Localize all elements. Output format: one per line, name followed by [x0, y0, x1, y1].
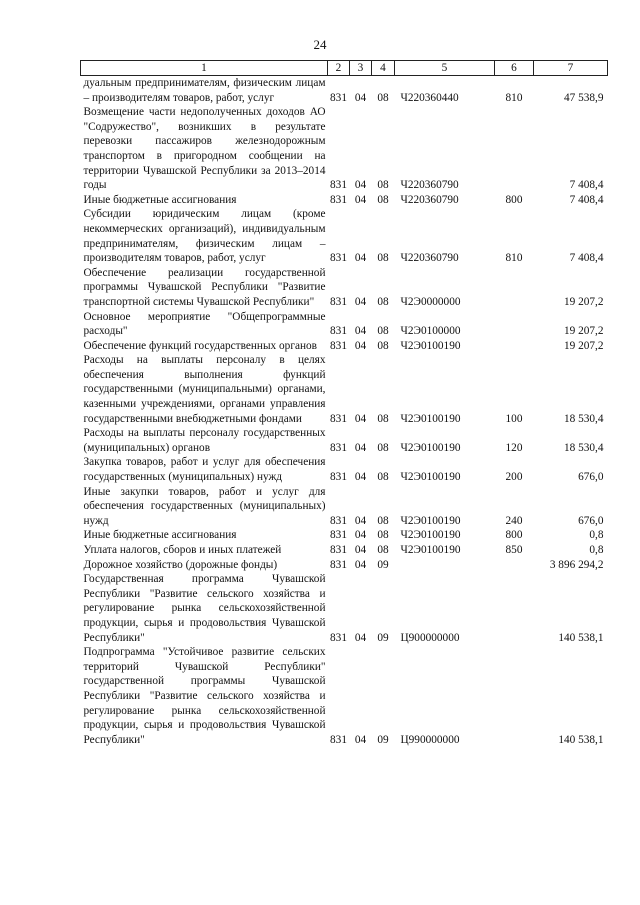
header-row	[81, 61, 608, 76]
table-row	[81, 105, 608, 193]
cell-amount: 140 538,1	[558, 631, 604, 644]
cell-subsection: 08	[377, 91, 389, 104]
cell-target: Ч2Э0100000	[400, 325, 461, 338]
cell-subsection: 09	[377, 558, 389, 571]
cell-ministry: 831	[330, 412, 347, 425]
page-number: 24	[313, 37, 327, 52]
table-row	[81, 528, 608, 543]
cell-target: Ч220360790	[400, 193, 459, 206]
cell-expense-type	[495, 645, 534, 747]
cell-section: 04	[354, 471, 367, 484]
table-row	[81, 310, 608, 339]
cell-name: Дорожное хозяйство (дорожные фонды)	[83, 558, 278, 571]
cell-amount: 0,8	[589, 529, 604, 542]
cell-expense-type	[495, 310, 534, 339]
cell-target: Ч2Э0100190	[400, 339, 461, 352]
cell-target: Ц990000000	[400, 733, 460, 746]
cell-section: 04	[354, 179, 367, 192]
cell-section: 04	[354, 514, 367, 527]
cell-name: Расходы на выплаты персоналу в целях обеспечения выполнения функций государственными (муниципальными) органами, казенными учреждениями, органами управления государственными внебюджетными фондами	[83, 354, 326, 425]
cell-subsection: 09	[377, 733, 389, 746]
cell-subsection: 08	[377, 471, 389, 484]
cell-target	[395, 558, 495, 573]
cell-amount: 0,8	[589, 544, 604, 556]
cell-amount: 19 207,2	[563, 325, 604, 338]
cell-name: Иные бюджетные ассигнования	[83, 529, 237, 542]
cell-ministry: 831	[330, 631, 347, 644]
cell-amount: 7 408,4	[569, 179, 604, 192]
cell-expense-type	[495, 572, 534, 645]
cell-name: Возмещение части недополученных доходов АО "Содружество", возникших в результате перевозки пассажиров железнодорожным транспортом в пригородном сообщении на территории Чувашской Республики за 2013–2014 годы	[83, 106, 326, 192]
cell-name: Уплата налогов, сборов и иных платежей	[83, 544, 282, 556]
cell-amount: 676,0	[578, 471, 604, 484]
table-header	[81, 61, 608, 76]
cell-section: 04	[354, 558, 367, 571]
cell-section: 04	[354, 412, 367, 425]
cell-amount: 3 896 294,2	[549, 558, 604, 571]
cell-amount: 7 408,4	[569, 193, 604, 206]
cell-name: Закупка товаров, работ и услуг для обеспечения государственных (муниципальных) нужд	[83, 456, 326, 484]
cell-expense-type: 810	[505, 252, 523, 265]
col-header-section: 3	[350, 61, 372, 76]
cell-target: Ч220360440	[400, 91, 459, 104]
cell-ministry: 831	[330, 514, 347, 527]
cell-amount: 7 408,4	[569, 252, 604, 265]
col-header-ministry: 2	[328, 61, 350, 76]
cell-target: Ч2Э0100190	[400, 412, 461, 425]
cell-ministry: 831	[330, 558, 347, 571]
cell-amount: 19 207,2	[563, 295, 604, 308]
cell-ministry: 831	[330, 471, 347, 484]
cell-name: дуальным предпринимателям, физическим лицам – производителям товаров, работ, услуг	[83, 77, 326, 104]
cell-subsection: 09	[377, 631, 389, 644]
cell-ministry: 831	[330, 252, 347, 265]
table-row	[81, 207, 608, 265]
col-header-name: 1	[81, 61, 328, 76]
cell-subsection: 08	[377, 544, 389, 556]
table-row	[81, 455, 608, 484]
cell-name: Основное мероприятие "Общепрограммные расходы"	[83, 310, 326, 338]
cell-expense-type	[495, 266, 534, 310]
cell-name: Расходы на выплаты персоналу государственных (муниципальных) органов	[83, 427, 326, 454]
cell-target: Ч2Э0100190	[400, 471, 461, 484]
cell-section: 04	[354, 91, 367, 104]
cell-expense-type: 120	[505, 441, 523, 454]
cell-name: Подпрограмма "Устойчивое развитие сельских территорий Чувашской Республики" государственной программы Чувашской Республики "Развитие сельского хозяйства и регулирование рынка сельскохозяйственной продукции, сырья и продовольствия Чувашской Республики"	[83, 646, 326, 746]
cell-section: 04	[354, 339, 367, 352]
cell-name: Иные закупки товаров, работ и услуг для обеспечения государственных (муниципальных) нужд	[83, 485, 326, 527]
cell-subsection: 08	[377, 412, 389, 425]
cell-ministry: 831	[330, 544, 347, 556]
cell-amount: 18 530,4	[563, 441, 604, 454]
cell-subsection: 08	[377, 441, 389, 454]
cell-section: 04	[354, 733, 367, 746]
col-header-amount: 7	[534, 61, 608, 76]
cell-ministry: 831	[330, 441, 347, 454]
table-body	[81, 76, 608, 748]
cell-section: 04	[354, 295, 367, 308]
cell-target: Ч2Э0100190	[400, 544, 461, 556]
cell-section: 04	[354, 252, 367, 265]
cell-target: Ч2Э0000000	[400, 295, 461, 308]
cell-section: 04	[354, 529, 367, 542]
cell-expense-type: 810	[505, 91, 523, 104]
cell-subsection: 08	[377, 295, 389, 308]
table-row	[81, 572, 608, 645]
table-row	[81, 558, 608, 573]
table-row	[81, 543, 608, 558]
cell-ministry: 831	[330, 91, 347, 104]
cell-expense-type	[495, 558, 534, 573]
cell-target: Ч220360790	[400, 252, 459, 265]
table-row	[81, 193, 608, 208]
cell-name: Обеспечение функций государственных органов	[83, 339, 318, 352]
table-row	[81, 353, 608, 426]
cell-section: 04	[354, 441, 367, 454]
cell-expense-type	[495, 339, 534, 354]
cell-expense-type: 800	[505, 529, 523, 542]
cell-name: Обеспечение реализации государственной программы Чувашской Республики "Развитие транспортной системы Чувашской Республики"	[83, 266, 326, 308]
cell-target: Ч2Э0100190	[400, 514, 461, 527]
cell-ministry: 831	[330, 733, 347, 746]
cell-subsection: 08	[377, 529, 389, 542]
cell-target: Ч220360790	[400, 179, 459, 192]
cell-name: Иные бюджетные ассигнования	[83, 193, 237, 206]
cell-expense-type: 100	[505, 412, 523, 425]
budget-table	[80, 60, 608, 747]
cell-ministry: 831	[330, 193, 347, 206]
col-header-subsection: 4	[372, 61, 395, 76]
col-header-expense-type: 6	[495, 61, 534, 76]
table-row	[81, 76, 608, 106]
cell-amount: 140 538,1	[558, 733, 604, 746]
cell-expense-type: 800	[505, 193, 523, 206]
cell-amount: 18 530,4	[563, 412, 604, 425]
cell-ministry: 831	[330, 179, 347, 192]
cell-target: Ч2Э0100190	[400, 441, 461, 454]
cell-section: 04	[354, 631, 367, 644]
cell-ministry: 831	[330, 295, 347, 308]
table-row	[81, 645, 608, 747]
cell-ministry: 831	[330, 325, 347, 338]
cell-section: 04	[354, 325, 367, 338]
cell-amount: 19 207,2	[563, 339, 604, 352]
cell-target: Ц900000000	[400, 631, 460, 644]
cell-expense-type: 200	[505, 471, 523, 484]
cell-subsection: 08	[377, 179, 389, 192]
table-row	[81, 266, 608, 310]
cell-ministry: 831	[330, 339, 347, 352]
cell-section: 04	[354, 544, 367, 556]
cell-name: Государственная программа Чувашской Республики "Развитие сельского хозяйства и регулирование рынка сельскохозяйственной продукции, сырья и продовольствия Чувашской Республики"	[83, 573, 326, 644]
cell-subsection: 08	[377, 339, 389, 352]
cell-expense-type: 240	[505, 514, 523, 527]
cell-subsection: 08	[377, 325, 389, 338]
cell-amount: 47 538,9	[563, 91, 604, 104]
col-header-target: 5	[395, 61, 495, 76]
cell-amount: 676,0	[578, 514, 604, 527]
table-row	[81, 485, 608, 529]
cell-target: Ч2Э0100190	[400, 529, 461, 542]
table-row	[81, 339, 608, 354]
cell-section: 04	[354, 193, 367, 206]
cell-expense-type: 850	[505, 544, 523, 556]
cell-ministry: 831	[330, 529, 347, 542]
table-row	[81, 426, 608, 455]
cell-name: Субсидии юридическим лицам (кроме некоммерческих организаций), индивидуальным предпринимателям, физическим лицам – производителям товаров, работ, услуг	[83, 208, 326, 265]
cell-subsection: 08	[377, 514, 389, 527]
cell-subsection: 08	[377, 252, 389, 265]
cell-subsection: 08	[377, 193, 389, 206]
cell-expense-type	[495, 105, 534, 193]
